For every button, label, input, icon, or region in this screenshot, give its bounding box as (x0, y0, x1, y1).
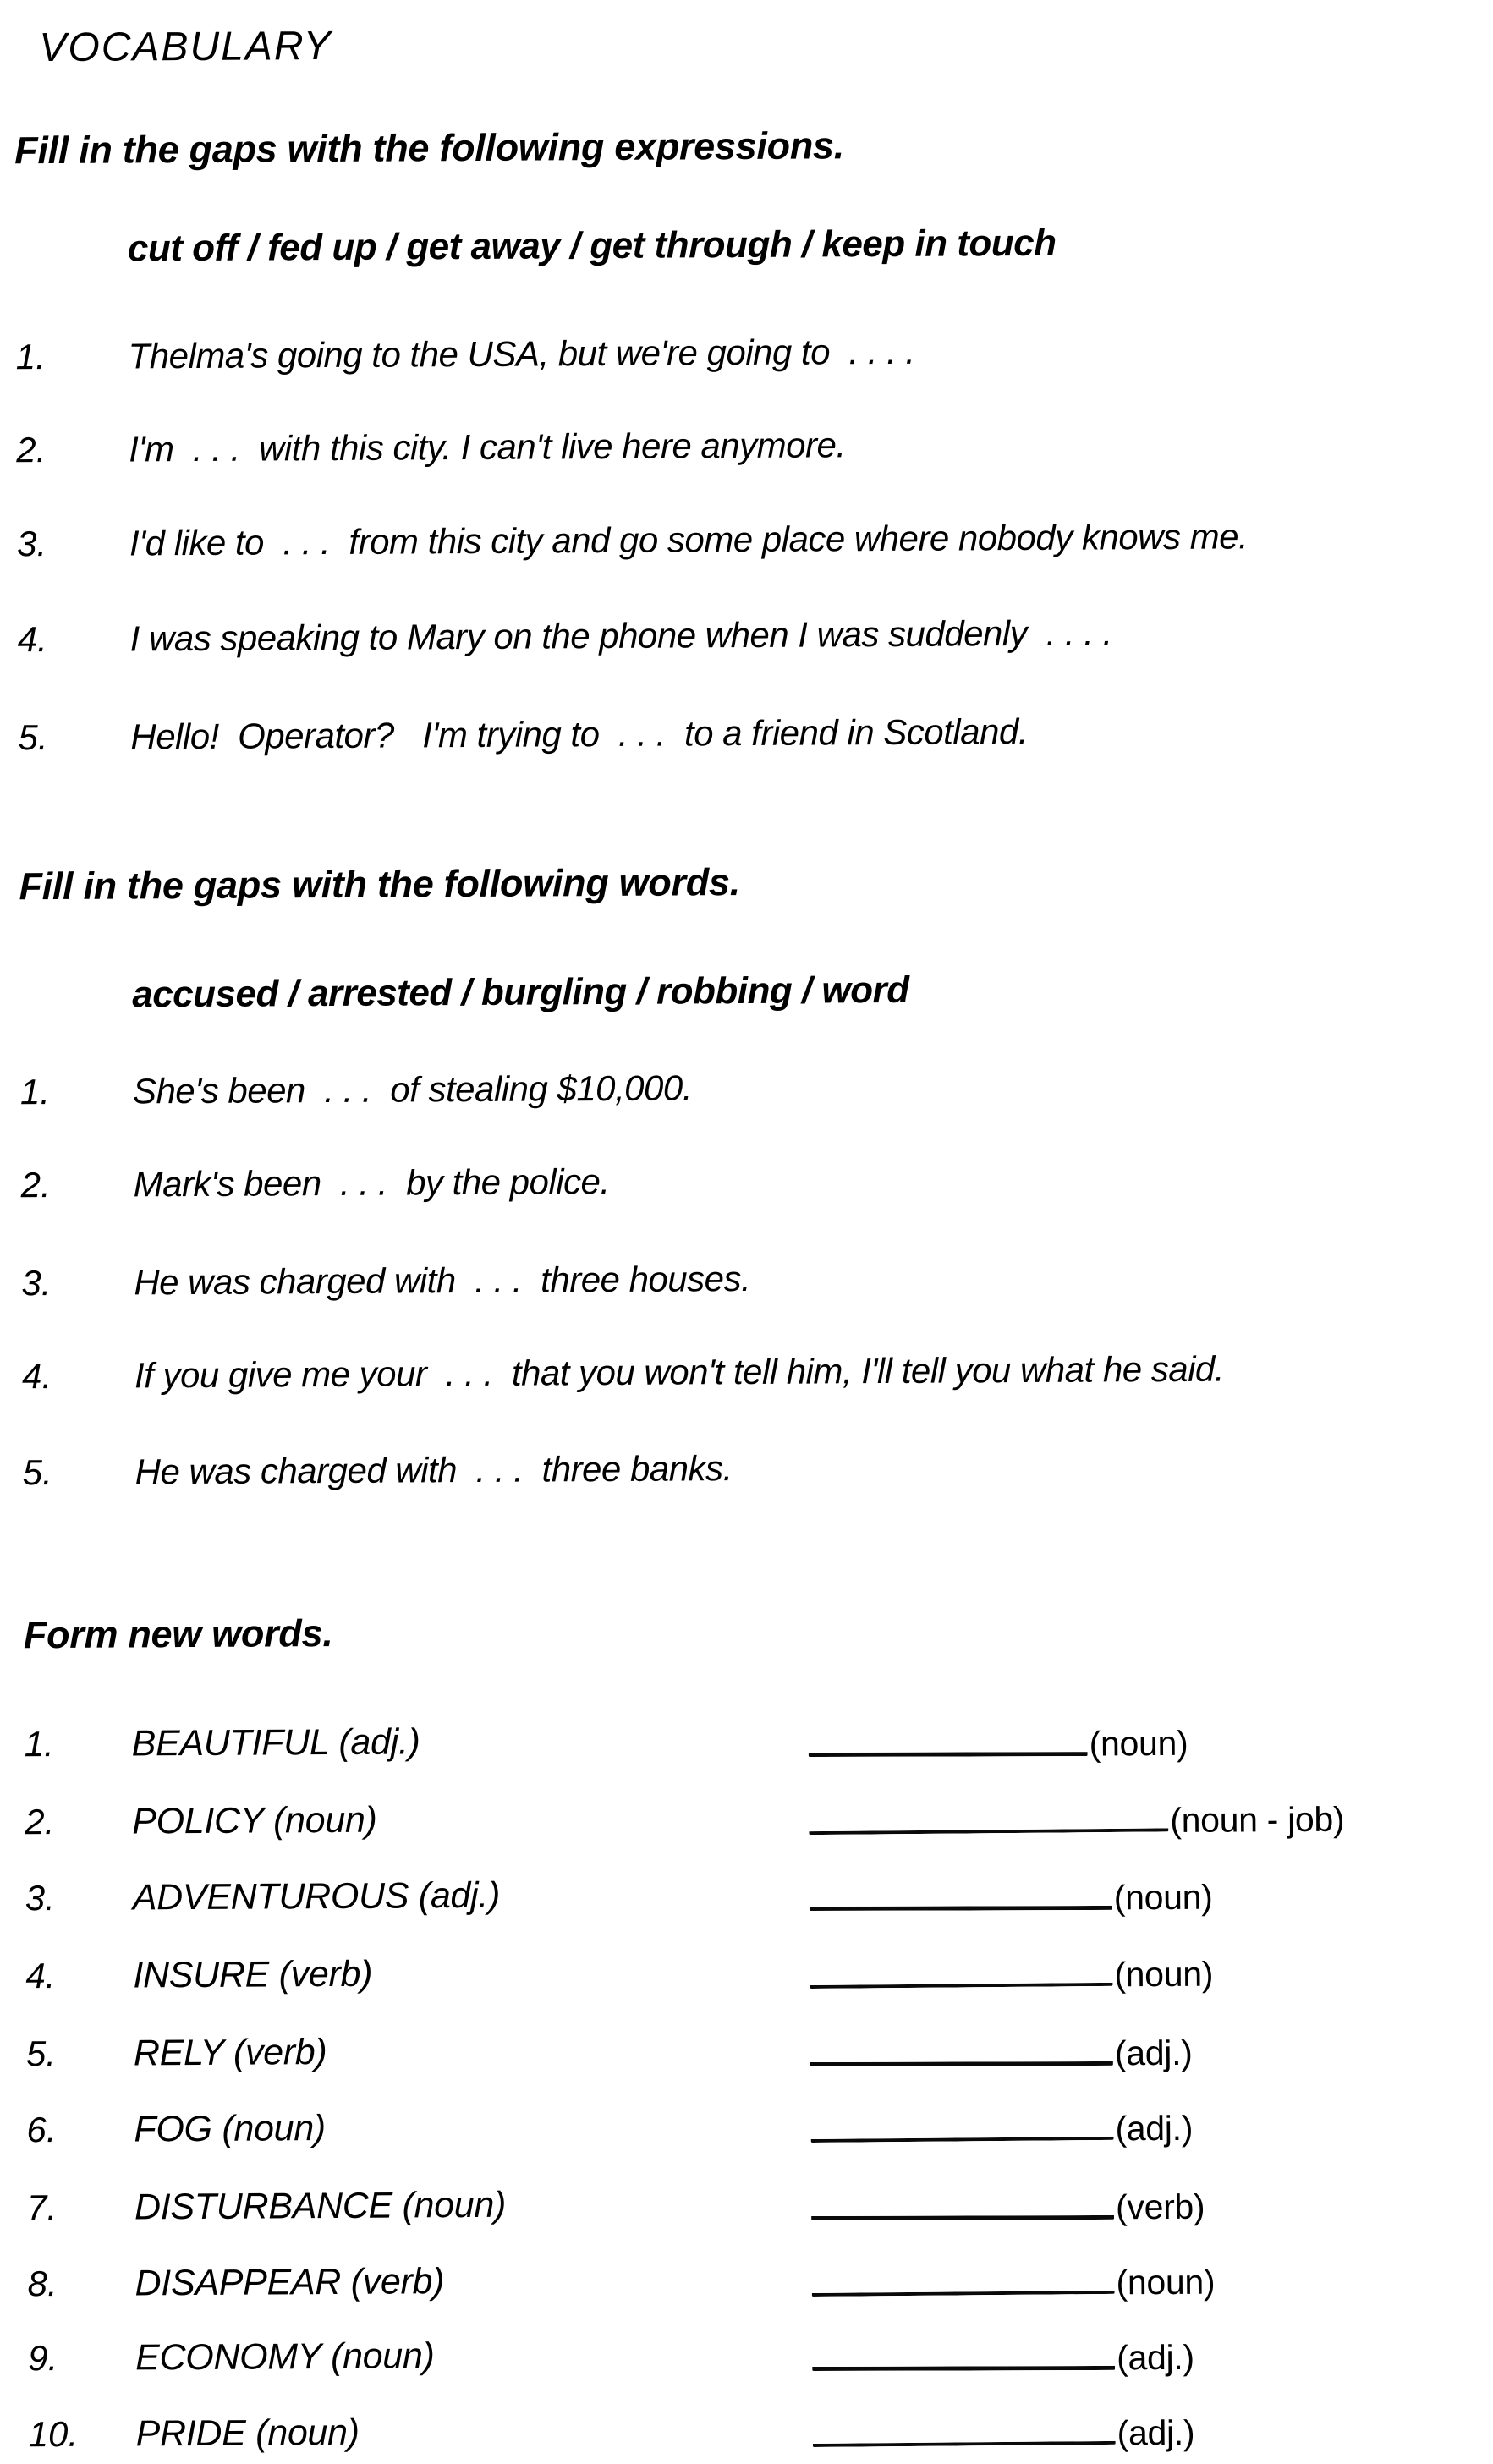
item-text: I'd like to . . . from this city and go some place where nobody knows me. (129, 516, 1249, 563)
item-number: 2. (25, 1802, 55, 1842)
item-number: 4. (17, 619, 47, 660)
source-word: POLICY (noun) (132, 1799, 377, 1842)
answer-area (810, 2027, 1193, 2076)
item-text: I was speaking to Mary on the phone when I was suddenly . . . . (129, 612, 1112, 659)
target-pos-label: (adj.) (1114, 2033, 1193, 2073)
item-number: 1. (19, 1072, 51, 1112)
source-word: DISTURBANCE (noun) (134, 2184, 507, 2228)
source-word: RELY (verb) (133, 2032, 327, 2074)
source-word: BEAUTIFUL (adj.) (131, 1721, 420, 1764)
exercise2-item-2 (0, 1156, 1493, 1216)
target-pos-label: (noun) (1089, 1723, 1188, 1764)
item-number: 5. (18, 717, 48, 758)
target-pos-label: (noun) (1116, 2262, 1216, 2302)
target-pos-label: (adj.) (1117, 2412, 1195, 2453)
exercise2-item-5 (2, 1444, 1493, 1504)
exercise3-item-3 (4, 1869, 1493, 1929)
item-number: 4. (25, 1956, 56, 1996)
answer-area (812, 2331, 1194, 2380)
answer-blank (810, 2103, 1113, 2143)
answer-area (810, 1871, 1213, 1920)
item-text: I'm . . . with this city. I can't live here anymore. (129, 425, 846, 469)
exercise2-heading: Fill in the gaps with the following words. (19, 860, 741, 908)
exercise2-item-3 (0, 1254, 1493, 1314)
source-word: ADVENTUROUS (adj.) (132, 1874, 501, 1918)
source-word: FOG (noun) (134, 2108, 327, 2150)
item-number: 6. (26, 2110, 57, 2150)
exercise3-heading: Form new words. (23, 1611, 333, 1657)
source-word: INSURE (verb) (133, 1953, 373, 1996)
answer-area (811, 2181, 1205, 2230)
answer-area (813, 2407, 1195, 2456)
item-number: 2. (16, 430, 47, 470)
answer-blank (810, 1872, 1112, 1911)
exercise1-item-3 (0, 515, 1489, 575)
item-number: 8. (27, 2264, 58, 2304)
target-pos-label: (verb) (1115, 2187, 1205, 2227)
item-text: He was charged with . . . three banks. (134, 1448, 733, 1492)
exercise3-item-5 (5, 2025, 1493, 2085)
exercise2-item-1 (0, 1063, 1492, 1123)
item-text: Hello! Operator? I'm trying to . . . to a friend in Scotland. (130, 711, 1029, 757)
item-number: 10. (28, 2413, 79, 2455)
target-pos-label: (noun) (1114, 1954, 1214, 1995)
item-number: 3. (25, 1878, 55, 1918)
item-number: 3. (21, 1263, 52, 1303)
target-pos-label: (noun) (1113, 1877, 1213, 1918)
page-title: VOCABULARY (39, 23, 332, 71)
exercise3-item-4 (4, 1947, 1493, 2007)
exercise3-item-1 (3, 1715, 1493, 1775)
item-number: 5. (25, 2033, 57, 2074)
exercise1-word-bank: cut off / fed up / get away / get through / keep in touch (127, 222, 1057, 270)
answer-area (811, 2257, 1215, 2305)
answer-blank (811, 2257, 1114, 2297)
item-number: 1. (15, 337, 46, 377)
exercise3-item-7 (6, 2179, 1493, 2239)
item-text: Mark's been . . . by the police. (133, 1161, 610, 1205)
item-number: 5. (22, 1452, 52, 1493)
exercise3-item-2 (3, 1793, 1493, 1853)
source-word: PRIDE (noun) (135, 2412, 360, 2455)
item-text: She's been . . . of stealing $10,000. (132, 1067, 693, 1111)
exercise3-item-6 (5, 2101, 1493, 2161)
item-number: 7. (26, 2187, 58, 2228)
answer-area (809, 1717, 1188, 1766)
answer-blank (810, 1949, 1112, 1989)
answer-area (810, 1949, 1213, 1997)
answer-area (809, 1794, 1344, 1843)
target-pos-label: (adj.) (1116, 2337, 1194, 2378)
item-number: 1. (24, 1724, 54, 1764)
source-word: DISAPPEAR (verb) (134, 2261, 445, 2304)
exercise1-heading: Fill in the gaps with the following expressions. (14, 123, 845, 173)
item-number: 3. (16, 524, 47, 564)
answer-blank (811, 2181, 1114, 2220)
target-pos-label: (noun - job) (1170, 1799, 1345, 1840)
exercise3-item-10 (8, 2406, 1493, 2464)
answer-blank (810, 2028, 1113, 2066)
exercise1-item-2 (0, 421, 1489, 481)
item-text: If you give me your . . . that you won't tell him, I'll tell you what he said. (134, 1348, 1225, 1396)
answer-area (810, 2103, 1193, 2151)
exercise3-item-9 (7, 2330, 1493, 2390)
exercise3-item-8 (6, 2255, 1493, 2315)
source-word: ECONOMY (noun) (134, 2335, 435, 2379)
target-pos-label: (adj.) (1115, 2108, 1194, 2148)
exercise1-item-5 (0, 709, 1490, 769)
answer-blank (809, 1794, 1168, 1835)
item-number: 4. (21, 1356, 52, 1397)
exercise1-item-4 (0, 611, 1490, 671)
item-text: Thelma's going to the USA, but we're going to . . . . (128, 331, 915, 376)
item-number: 9. (27, 2337, 58, 2379)
exercise2-item-4 (1, 1347, 1493, 1408)
answer-blank (809, 1718, 1088, 1757)
answer-blank (812, 2407, 1115, 2447)
answer-blank (812, 2332, 1115, 2371)
exercise2-word-bank: accused / arrested / burgling / robbing / word (132, 969, 909, 1016)
item-text: He was charged with . . . three houses. (134, 1258, 751, 1303)
exercise1-item-1 (0, 328, 1488, 388)
item-number: 2. (20, 1165, 51, 1205)
